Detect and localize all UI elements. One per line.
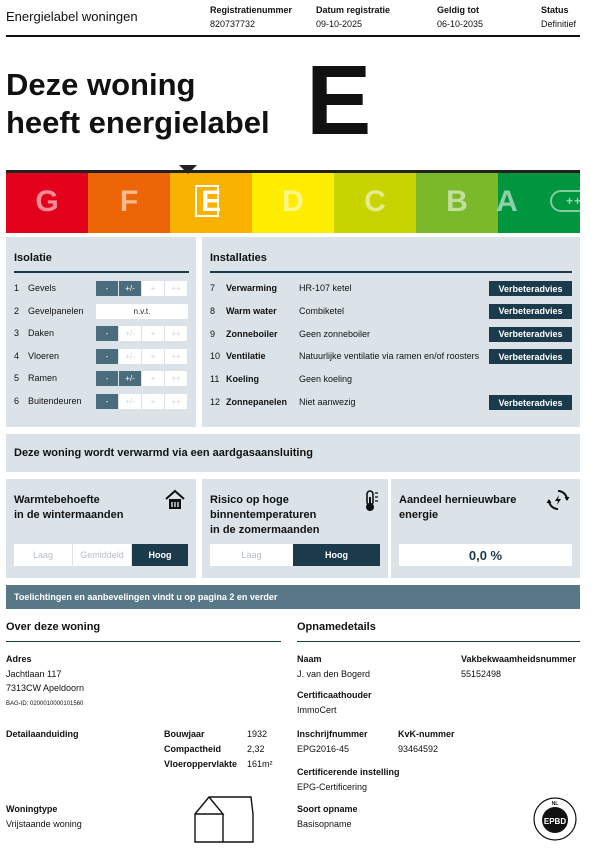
isolatie-level-cell: -: [96, 281, 118, 296]
isolatie-level-cell: +: [142, 326, 164, 341]
isolatie-level-cell: +: [142, 394, 164, 409]
row-number: 2: [14, 305, 20, 316]
vloeroppervlakte-label: Vloeroppervlakte: [164, 759, 238, 769]
isolatie-level-cell: ++: [165, 371, 187, 386]
isolatie-divider: [14, 271, 189, 273]
warmte-option-laag: Laag: [14, 544, 72, 566]
isolatie-level-cell: +: [142, 371, 164, 386]
warmtebehoefte-title: [14, 493, 123, 523]
installatie-value: Combiketel: [299, 305, 345, 316]
datum-registratie-label: Datum registratie: [316, 5, 391, 15]
isolatie-level-cell: +/-: [119, 371, 141, 386]
certificerende-instelling-value: EPG-Certificering: [297, 782, 368, 792]
verbeteradvies-button[interactable]: Verbeteradvies: [489, 349, 572, 364]
warmtebehoefte-title-line1: Warmtebehoefte: [14, 494, 100, 506]
isolatie-level-cell: ++: [165, 281, 187, 296]
energy-label-letter: E: [306, 45, 372, 155]
epbd-logo-text: EPBD: [543, 817, 567, 826]
installaties-divider: [210, 271, 572, 273]
scale-top-border: [6, 170, 580, 173]
isolatie-level-cell: +/-: [119, 326, 141, 341]
installatie-row-label: [210, 351, 266, 361]
opname-section-title: Opnamedetails: [297, 621, 376, 633]
row-number: 10: [210, 351, 221, 362]
isolatie-row-label: [14, 328, 54, 338]
registratienummer-label: Registratienummer: [210, 5, 293, 15]
isolatie-not-applicable: n.v.t.: [96, 304, 188, 319]
gas-banner-text: Deze woning wordt verwarmd via een aardgasaansluiting: [14, 447, 313, 459]
document-title: Energielabel woningen: [6, 9, 138, 24]
selected-class-marker: [195, 185, 219, 217]
certificaathouder-label: Certificaathouder: [297, 690, 372, 700]
isolatie-row-label: [14, 373, 57, 383]
warmte-option-gemiddeld: Gemiddeld: [73, 544, 131, 566]
isolatie-row-label: [14, 283, 56, 293]
row-number: 9: [210, 328, 216, 339]
scale-class-b: [416, 170, 498, 233]
isolatie-level-cell: +/-: [119, 281, 141, 296]
scale-class-c: [334, 170, 416, 233]
detached-house-icon: [193, 794, 255, 844]
row-name: Zonnepanelen: [226, 397, 288, 407]
soort-opname-value: Basisopname: [297, 819, 352, 829]
scale-class-g: [6, 170, 88, 233]
risico-title: [210, 493, 319, 538]
installatie-value: Geen koeling: [299, 374, 353, 385]
installatie-row-label: [210, 397, 287, 407]
row-name: Verwarming: [226, 283, 278, 293]
bouwjaar-value: 1932: [247, 729, 268, 739]
warmte-option-hoog: Hoog: [132, 544, 188, 566]
risico-title-line1: Risico op hoge: [210, 494, 289, 506]
row-number: 6: [14, 396, 20, 406]
installatie-value: Geen zonneboiler: [299, 328, 371, 339]
row-name: Daken: [28, 328, 55, 339]
isolatie-title: Isolatie: [14, 252, 52, 264]
row-number: 5: [14, 373, 20, 384]
scale-class-a: [496, 170, 599, 233]
woning-divider: [6, 641, 281, 642]
hernieuwbaar-panel: [391, 479, 580, 578]
installatie-row-label: [210, 283, 277, 293]
certificaathouder-value: ImmoCert: [297, 705, 337, 715]
adres-label: Adres: [6, 654, 32, 664]
naam-value: J. van den Bogerd: [297, 669, 371, 679]
scale-letter: B: [446, 184, 468, 218]
installatie-value: Niet aanwezig: [299, 397, 356, 407]
soort-opname-label: Soort opname: [297, 804, 358, 814]
adres-street: Jachtlaan 117: [6, 669, 62, 679]
isolatie-level-cell: -: [96, 326, 118, 341]
hernieuwbaar-value: 0,0 %: [399, 544, 572, 566]
isolatie-level-cell: -: [96, 371, 118, 386]
epbd-logo-country: NL: [551, 801, 559, 807]
gas-banner: [6, 434, 580, 472]
isolatie-level-cell: +/-: [119, 394, 141, 409]
row-name: Gevels: [28, 283, 57, 293]
house-heat-icon: [164, 489, 186, 511]
verbeteradvies-button[interactable]: Verbeteradvies: [489, 304, 572, 319]
risico-title-line3: in de zomermaanden: [210, 524, 320, 536]
isolatie-row-label: [14, 351, 59, 361]
scale-letter: F: [119, 184, 139, 218]
isolatie-row-label: [14, 306, 84, 316]
installatie-row-label: [210, 329, 278, 339]
row-number: 8: [210, 305, 216, 316]
hernieuwbaar-title: [399, 493, 516, 523]
isolatie-level-cell: ++: [165, 349, 187, 364]
risico-option-hoog: Hoog: [293, 544, 380, 566]
isolatie-level-cell: -: [96, 349, 118, 364]
row-number: 1: [14, 283, 20, 293]
vloeroppervlakte-value: 161m²: [247, 759, 273, 769]
row-number: 11: [210, 374, 220, 385]
datum-registratie-value: 09-10-2025: [316, 19, 363, 29]
status-label: Status: [541, 5, 569, 15]
row-name: Vloeren: [28, 350, 60, 361]
isolatie-level-cell: ++: [165, 394, 187, 409]
verbeteradvies-button[interactable]: Verbeteradvies: [489, 395, 572, 410]
row-name: Zonneboiler: [226, 328, 278, 339]
row-name: Ventilatie: [226, 351, 266, 362]
hernieuwbaar-title-line1: Aandeel hernieuwbare: [399, 494, 517, 506]
certificerende-instelling-label: Certificerende instelling: [297, 767, 400, 777]
isolatie-level-cell: ++: [165, 326, 187, 341]
kvk-label: KvK-nummer: [398, 729, 455, 739]
kvk-value: 93464592: [398, 744, 439, 754]
scale-class-d: [252, 170, 334, 233]
selected-label-pointer: [179, 165, 197, 174]
row-number: 3: [14, 328, 20, 339]
row-number: 12: [210, 397, 221, 407]
row-name: Buitendeuren: [28, 396, 82, 406]
epbd-logo: [532, 796, 578, 842]
isolatie-level-cell: +: [142, 281, 164, 296]
a-plus-indicator: ++++: [550, 190, 600, 212]
verbeteradvies-button[interactable]: Verbeteradvies: [489, 281, 572, 296]
isolatie-panel: [6, 237, 196, 427]
bouwjaar-label: Bouwjaar: [164, 729, 205, 739]
installatie-row-label: [210, 306, 277, 316]
hero-line-2: heeft energielabel: [6, 105, 270, 140]
naam-label: Naam: [297, 654, 322, 664]
hero-line-1: Deze woning: [6, 67, 196, 102]
row-number: 7: [210, 283, 216, 293]
warmtebehoefte-panel: [6, 479, 196, 578]
scale-letter: D: [282, 184, 304, 218]
row-name: Warm water: [226, 305, 277, 316]
detailaanduiding-label: Detailaanduiding: [6, 729, 79, 739]
energy-label-scale: [6, 170, 599, 233]
scale-class-e: [170, 170, 252, 233]
installatie-value: Natuurlijke ventilatie via ramen en/of roosters: [299, 351, 480, 362]
header-divider: [6, 35, 580, 37]
installatie-row-label: [210, 374, 259, 384]
hernieuwbaar-title-line2: energie: [399, 509, 439, 521]
row-number: 4: [14, 350, 20, 361]
risico-title-line2: binnentemperaturen: [210, 509, 317, 521]
scale-letter: E: [200, 184, 221, 218]
scale-letter: G: [35, 184, 59, 218]
isolatie-level-cell: -: [96, 394, 118, 409]
hero-heading: [6, 66, 270, 142]
scale-class-f: [88, 170, 170, 233]
geldig-tot-value: 06-10-2035: [437, 19, 484, 29]
adres-city: 7313CW Apeldoorn: [6, 683, 85, 693]
isolatie-level-cell: +/-: [119, 349, 141, 364]
row-name: Gevelpanelen: [28, 305, 84, 316]
isolatie-row-label: [14, 396, 82, 406]
installatie-value: HR-107 ketel: [299, 283, 352, 293]
woning-section-title: Over deze woning: [6, 621, 101, 633]
isolatie-level-cell: +: [142, 349, 164, 364]
woningtype-label: Woningtype: [6, 804, 58, 814]
bag-id: BAG-ID: 0200010000101560: [6, 701, 84, 707]
scale-letter: A: [496, 184, 518, 218]
opname-divider: [297, 641, 580, 642]
toelichting-bar: Toelichtingen en aanbevelingen vindt u op pagina 2 en verder: [6, 585, 580, 609]
registratienummer-value: 820737732: [210, 19, 256, 29]
thermometer-icon: [360, 489, 380, 513]
inschrijfnummer-value: EPG2016-45: [297, 744, 350, 754]
verbeteradvies-button[interactable]: Verbeteradvies: [489, 327, 572, 342]
warmtebehoefte-title-line2: in de wintermaanden: [14, 509, 124, 521]
woningtype-value: Vrijstaande woning: [6, 819, 82, 829]
inschrijfnummer-label: Inschrijfnummer: [297, 729, 368, 739]
vakbekwaamheid-label: Vakbekwaamheidsnummer: [461, 654, 577, 664]
row-name: Koeling: [226, 374, 259, 385]
installaties-title: Installaties: [210, 252, 267, 264]
renewable-energy-icon: [546, 488, 570, 512]
compactheid-value: 2,32: [247, 744, 265, 754]
geldig-tot-label: Geldig tot: [437, 5, 479, 15]
scale-letter: C: [364, 184, 386, 218]
vakbekwaamheid-value: 55152498: [461, 669, 502, 679]
compactheid-label: Compactheid: [164, 744, 222, 754]
row-name: Ramen: [28, 373, 58, 384]
risico-panel: [202, 479, 388, 578]
status-value: Definitief: [541, 19, 577, 29]
risico-option-laag: Laag: [210, 544, 293, 566]
